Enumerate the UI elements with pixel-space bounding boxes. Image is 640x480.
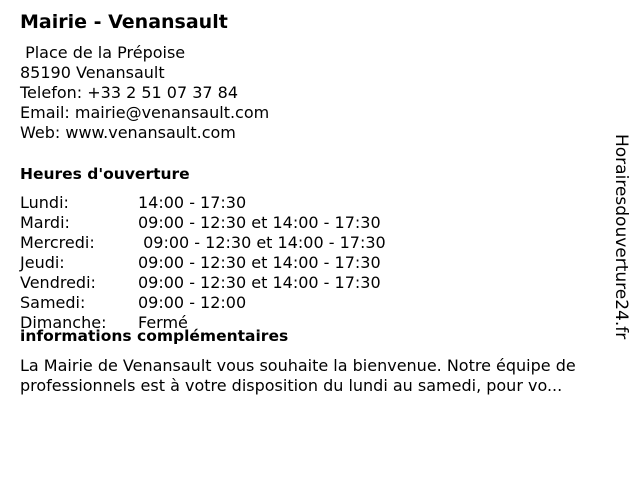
hours-time: 09:00 - 12:30 et 14:00 - 17:30 — [138, 233, 386, 252]
hours-time: 09:00 - 12:00 — [138, 293, 247, 312]
site-watermark: Horairesdouverture24.fr — [611, 134, 631, 340]
hours-day: Samedi: — [20, 293, 86, 312]
phone-line: Telefon: +33 2 51 07 37 84 — [20, 83, 239, 102]
hours-time: 09:00 - 12:30 et 14:00 - 17:30 — [138, 253, 381, 272]
hours-time: Fermé — [138, 313, 188, 332]
additional-info-text: La Mairie de Venansault vous souhaite la bienvenue. Notre équipe de professionnels est à votre disposition du lundi au samedi, pour vo... — [20, 356, 576, 395]
hours-time: 09:00 - 12:30 et 14:00 - 17:30 — [138, 213, 381, 232]
hours-time: 09:00 - 12:30 et 14:00 - 17:30 — [138, 273, 381, 292]
address-street: Place de la Prépoise — [20, 43, 186, 62]
opening-hours-heading: Heures d'ouverture — [20, 165, 190, 183]
additional-info-heading: informations complémentaires — [20, 327, 289, 345]
website-line: Web: www.venansault.com — [20, 123, 236, 142]
address-block — [20, 43, 269, 143]
email-line: Email: mairie@venansault.com — [20, 103, 270, 122]
hours-time: 14:00 - 17:30 — [138, 193, 247, 212]
hours-day: Dimanche: — [20, 313, 107, 332]
hours-day: Vendredi: — [20, 273, 96, 292]
page-title: Mairie - Venansault — [20, 11, 228, 33]
address-city: 85190 Venansault — [20, 63, 165, 82]
hours-day: Jeudi: — [20, 253, 65, 272]
hours-day: Mardi: — [20, 213, 70, 232]
hours-day: Mercredi: — [20, 233, 95, 252]
hours-day: Lundi: — [20, 193, 69, 212]
